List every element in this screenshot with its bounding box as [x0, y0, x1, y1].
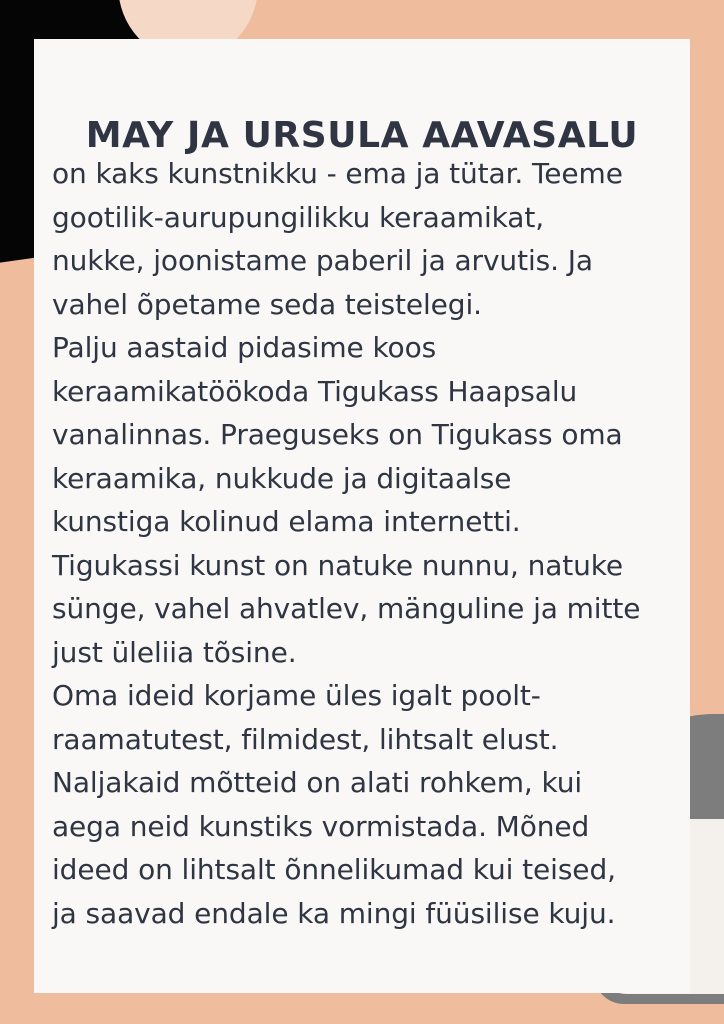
body-line: ja saavad endale ka mingi füüsilise kuju.	[52, 896, 616, 930]
body-line: raamatutest, filmidest, lihtsalt elust.	[52, 722, 559, 756]
text-card	[34, 39, 690, 993]
body-line: nukke, joonistame paberil ja arvutis. Ja	[52, 244, 593, 277]
body-line: gootilik-aurupungilikku keraamikat,	[52, 200, 545, 234]
body-line: keraamika, nukkude ja digitaalse	[52, 461, 512, 495]
body-line: on kaks kunstnikku - ema ja tütar. Teeme	[52, 157, 623, 190]
body-line: vanalinnas. Praeguseks on Tigukass oma	[52, 418, 623, 451]
body-line: ideed on lihtsalt õnnelikumad kui teised,	[52, 853, 616, 886]
body-line: Tigukassi kunst on natuke nunnu, natuke	[52, 548, 624, 582]
body-line: kunstiga kolinud elama internetti.	[52, 505, 521, 538]
body-line: keraamikatöökoda Tigukass Haapsalu	[52, 374, 578, 408]
page-title: MAY JA URSULA AAVASALU	[85, 115, 639, 157]
body-text	[52, 152, 676, 935]
body-line: Palju aastaid pidasime koos	[52, 331, 437, 364]
body-line: Oma ideid korjame üles igalt poolt-	[52, 679, 541, 712]
body-line: just üleliia tõsine.	[52, 635, 297, 669]
body-line: aega neid kunstiks vormistada. Mõned	[52, 809, 590, 843]
body-line: sünge, vahel ahvatlev, mänguline ja mitte	[52, 592, 641, 625]
body-line: vahel õpetame seda teistelegi.	[52, 287, 482, 321]
body-line: Naljakaid mõtteid on alati rohkem, kui	[52, 766, 583, 799]
